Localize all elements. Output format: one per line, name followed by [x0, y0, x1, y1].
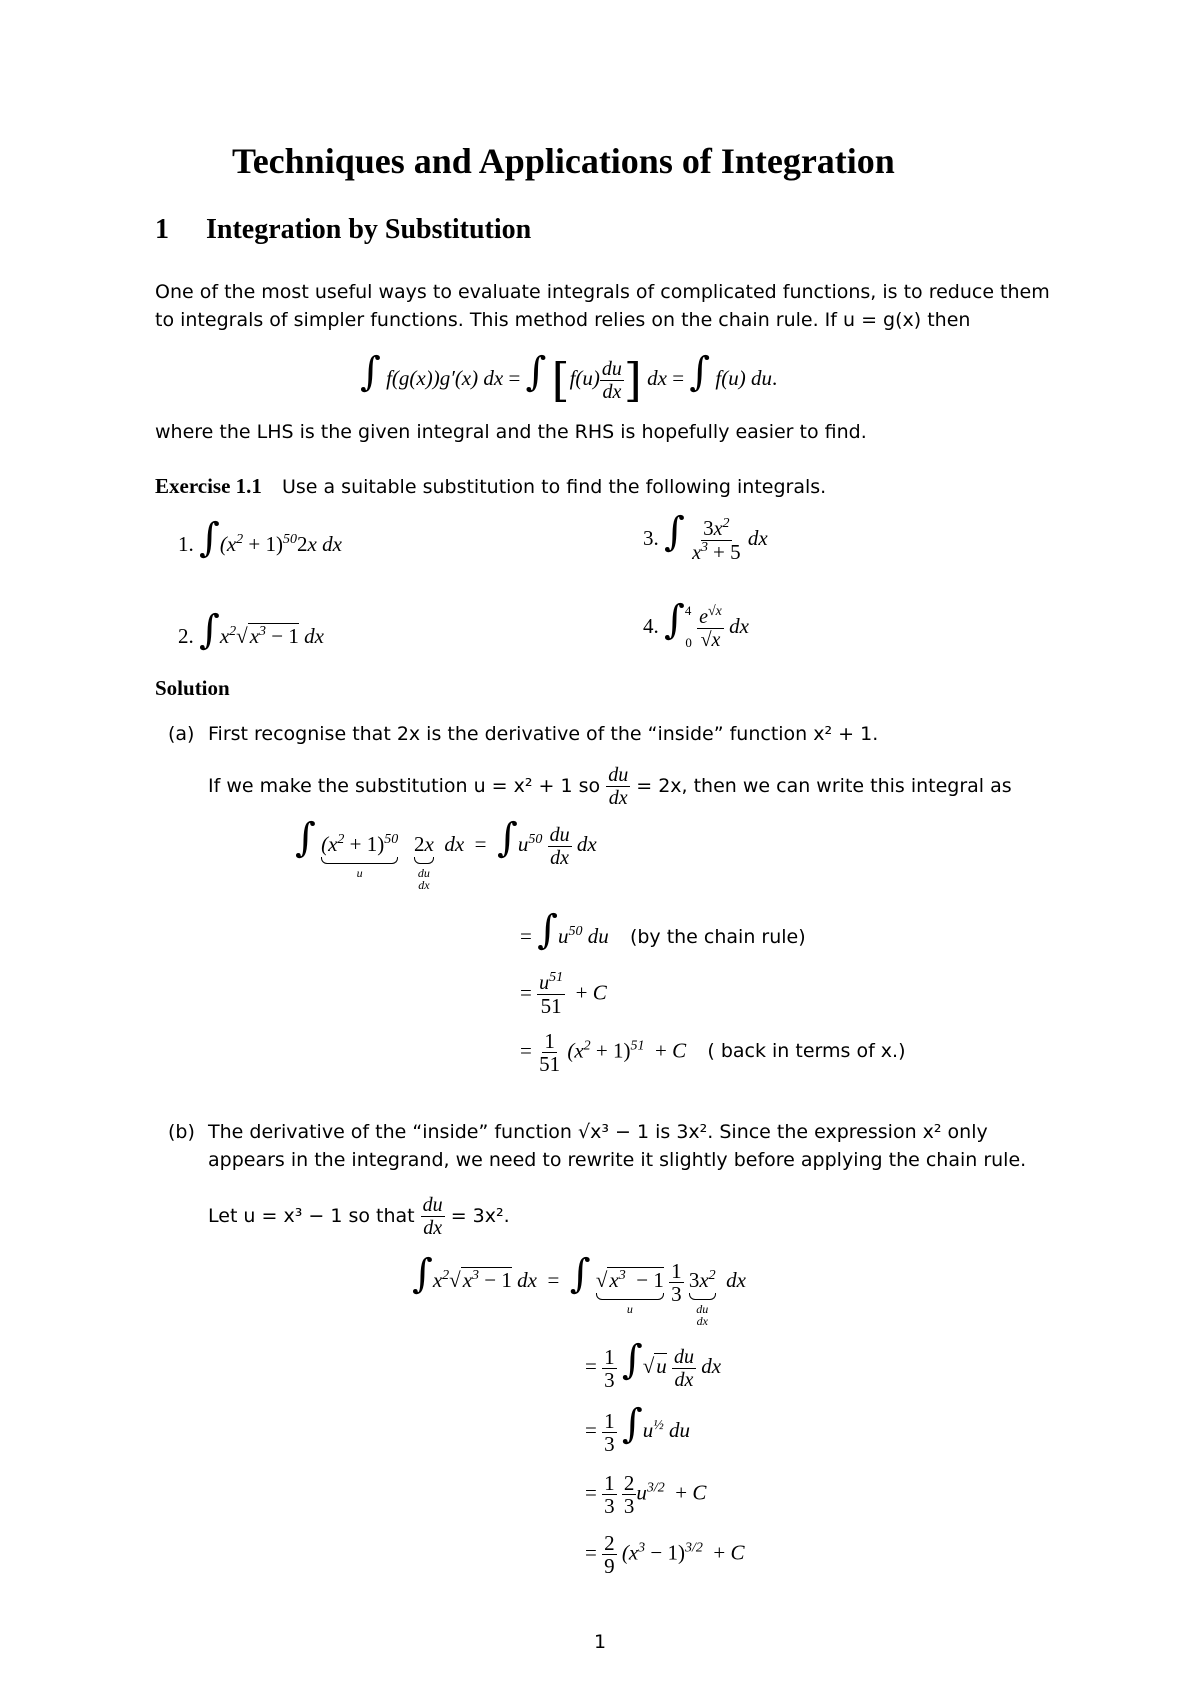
- derivation-a-line3: = $\frac{u^{51}}{51}$ + C: [520, 970, 607, 1018]
- solution-a-line1: First recognise that 2x is the derivative of the “inside” function x² + 1.: [208, 723, 879, 745]
- solution-b-line1: The derivative of the “inside” function √x³ − 1 is 3x². Since the expression x² only: [208, 1121, 988, 1143]
- derivation-a-line2: = $\int u^{50}$ du (by the chain rule): [520, 907, 806, 953]
- solution-b-line2: appears in the integrand, we need to rewrite it slightly before applying the chain rule.: [208, 1149, 1027, 1171]
- section-number: 1: [155, 214, 169, 245]
- page-title: Techniques and Applications of Integration: [232, 141, 895, 181]
- exercise-item-2: 2. $\int x^2√x^3 - 1$ dx: [178, 607, 324, 653]
- intro-line-2: to integrals of simpler functions. This method relies on the chain rule. If u = g(x) then: [155, 309, 971, 331]
- derivation-b-line1: $\int x^2√x^3 - 1$ dx = ∫ $√x^3 - 1$ u $\frac{1}{3}$ $3x^2$ du dx dx: [412, 1251, 746, 1328]
- solution-a-marker: (a): [168, 723, 195, 745]
- substitution-formula: ∫ f(g(x))g′(x) dx = ∫ [f(u) $\frac{du}{dx}$ ] dx = ∫ f(u) du.: [360, 349, 778, 408]
- derivation-b-line3: = $\frac{1}{3}$ $\int u^{\frac{1}{2}}$ du: [585, 1401, 690, 1456]
- derivation-b-line2: = $\frac{1}{3}$ ∫√u $\frac{du}{dx}$ dx: [585, 1337, 722, 1392]
- solution-b-marker: (b): [168, 1121, 195, 1143]
- derivation-b-line4: = $\frac{1}{3}$ $\frac{2}{3}$ $u^{3/2} + C$: [585, 1471, 707, 1518]
- derivation-a-line1: ∫ $(x^2 + 1)^{50}$ u 2x du dx dx = $\int u^{50}$ $\frac{du}{dx}$ dx: [295, 815, 597, 892]
- exercise-text: Use a suitable substitution to find the following integrals.: [281, 476, 827, 498]
- page-number: 1: [594, 1631, 607, 1653]
- section-title: Integration by Substitution: [206, 214, 532, 245]
- exercise-item-3: 3. ∫ $\frac{3x^2}{x^3 + 5}$ dx: [643, 509, 768, 564]
- intro-line-1: One of the most useful ways to evaluate integrals of complicated functions, is to reduce them: [155, 281, 1050, 303]
- section-heading: [155, 214, 531, 246]
- solution-a-line2: If we make the substitution u = x² + 1 so $\frac{du}{dx}$ = 2x, then we can write this integral as: [208, 764, 1012, 809]
- solution-b-let: Let u = x³ − 1 so that $\frac{du}{dx}$ = 3x².: [208, 1194, 510, 1239]
- derivation-a-line4: = $\frac{1}{51}$ $(x^2 + 1)^{51} + C$ ( back in terms of x.): [520, 1029, 906, 1076]
- intro-after: where the LHS is the given integral and the RHS is hopefully easier to find.: [155, 421, 867, 443]
- derivation-b-line5: = $\frac{2}{9}$ $(x^3 - 1)^{3/2} + C$: [585, 1531, 745, 1578]
- solution-heading: Solution: [155, 676, 230, 700]
- exercise-heading: [155, 472, 826, 501]
- exercise-item-4: 4. ∫$^4_0$ $\frac{e^{√x}}{√x}$ dx: [643, 597, 749, 651]
- exercise-label: Exercise 1.1: [155, 474, 262, 498]
- exercise-item-1: 1. $\int(x^2 + 1)^{50}2x$ dx: [178, 515, 342, 561]
